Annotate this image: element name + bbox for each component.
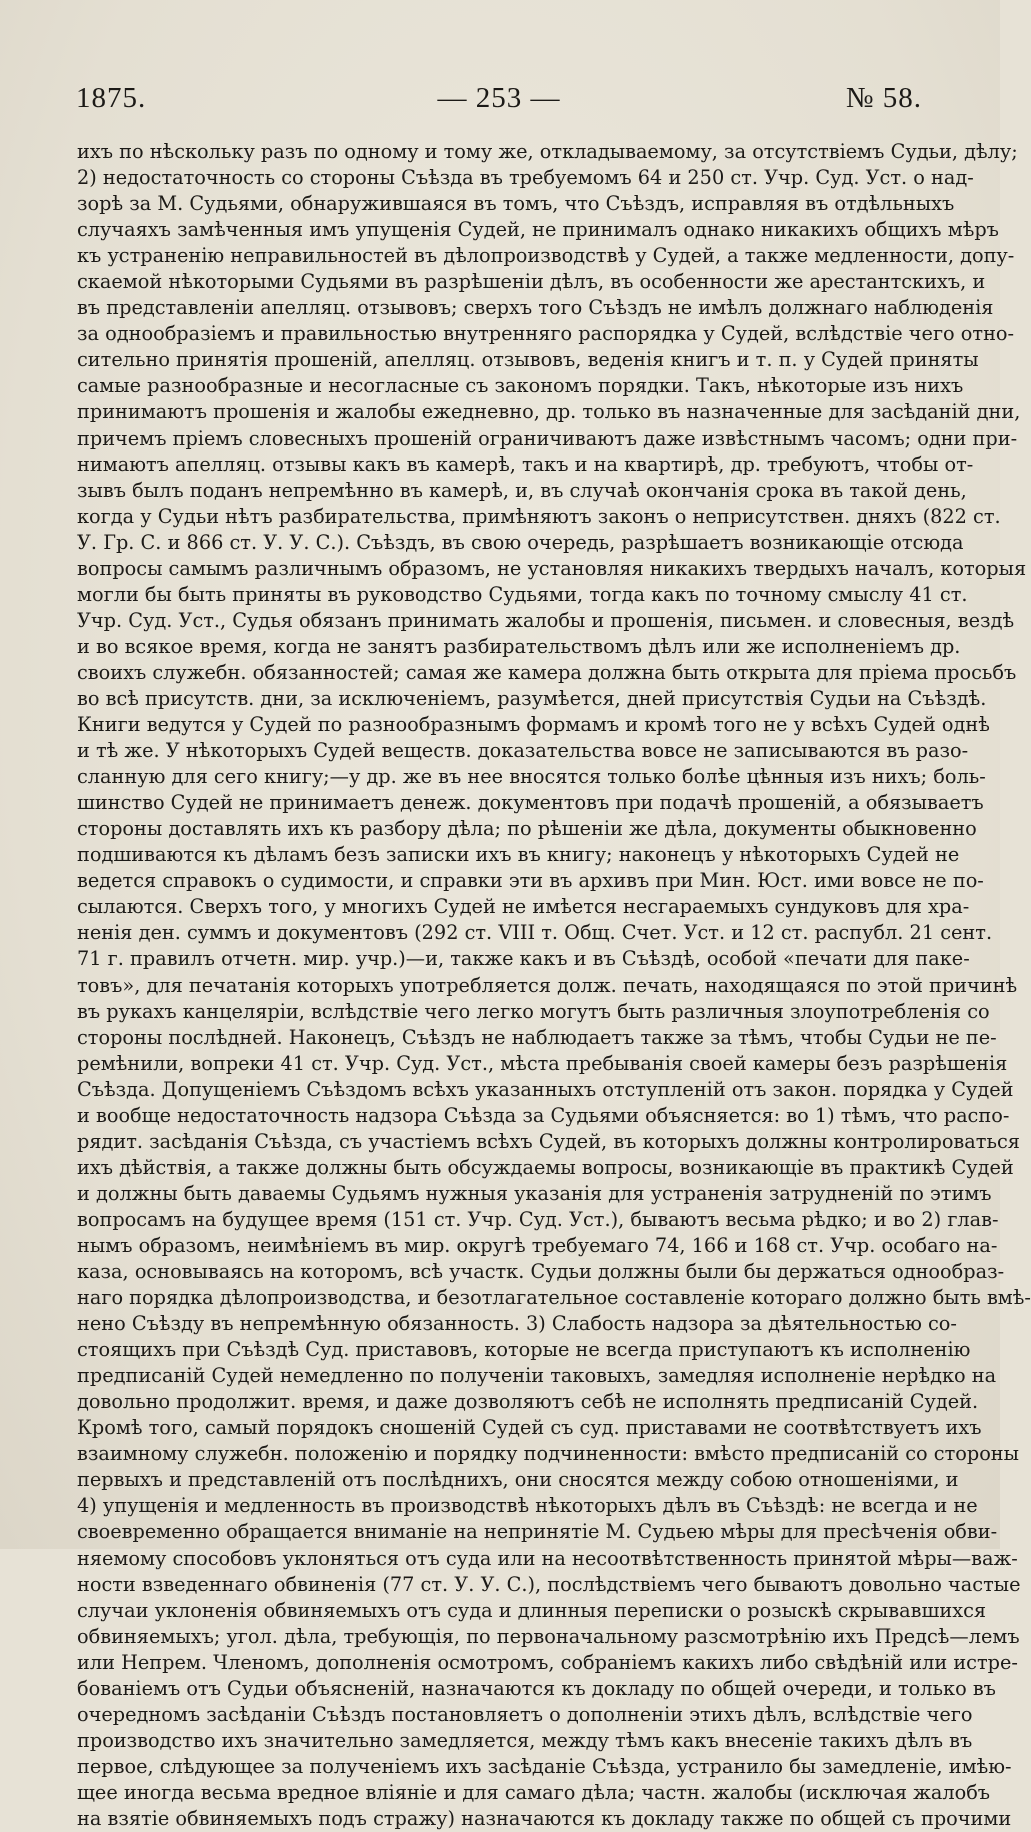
- text-line: зорѣ за М. Судьями, обнаружившаяся въ томъ, что Съѣздъ, исправляя въ отдѣльныхъ: [77, 192, 955, 216]
- text-line: и тѣ же. У нѣкоторыхъ Судей веществ. доказательства вовсе не записываются въ разо-: [77, 739, 969, 763]
- text-line: зывъ былъ поданъ непремѣнно въ камерѣ, и, въ случаѣ окончанія срока въ такой день,: [77, 478, 967, 502]
- text-line: и должны быть даваемы Судьямъ нужныя указанія для устраненія затрудненій по этимъ: [77, 1181, 992, 1205]
- text-line: принимаютъ прошенія и жалобы ежедневно, др. только въ назначенные для засѣданій дни,: [77, 400, 1021, 424]
- text-line: и во всякое время, когда не занятъ разбирательствомъ дѣлъ или же исполненіемъ др.: [77, 634, 961, 658]
- text-line: ихъ дѣйствія, а также должны быть обсуждаемы вопросы, возникающіе въ практикѣ Судей: [77, 1155, 1014, 1179]
- text-line: первое, слѣдующее за полученіемъ ихъ засѣданіе Съѣзда, устранило бы замедленіе, имѣю-: [77, 1754, 1012, 1778]
- text-line: ненія ден. суммъ и документовъ (292 ст. VIII т. Общ. Счет. Уст. и 12 ст. распубл. 21 сент.: [77, 921, 993, 945]
- page-header: [76, 82, 922, 122]
- text-line: предписаній Судей немедленно по полученіи таковыхъ, замедляя исполненіе нерѣдко на: [77, 1364, 997, 1388]
- text-line: товъ», для печатанія которыхъ употребляется долж. печать, находящаяся по этой причинѣ: [77, 973, 1018, 997]
- text-line: случаяхъ замѣченныя имъ упущенія Судей, не принималъ однако никакихъ общихъ мѣръ: [77, 218, 999, 242]
- text-line: нено Съѣзду въ непремѣнную обязанность. 3) Слабость надзора за дѣятельностью со-: [77, 1312, 957, 1336]
- text-line: стороны послѣдней. Наконецъ, Съѣздъ не наблюдаетъ также за тѣмъ, чтобы Судьи не пе-: [77, 1025, 997, 1049]
- text-line: самые разнообразные и несогласные съ закономъ порядки. Такъ, нѣкоторые изъ нихъ: [77, 374, 964, 398]
- text-line: въ рукахъ канцеляріи, вслѣдствіе чего легко могутъ быть различныя злоупотребленія со: [77, 999, 990, 1023]
- text-line: въ представленіи апелляц. отзывовъ; сверхъ того Съѣздъ не имѣлъ должнаго наблюденія: [77, 296, 994, 320]
- text-line: подшиваются къ дѣламъ безъ записки ихъ въ книгу; наконецъ у нѣкоторыхъ Судей не: [77, 843, 960, 867]
- text-line: ности взведеннаго обвиненія (77 ст. У. У. С.), послѣдствіемъ чего бываютъ довольно частые: [77, 1572, 1021, 1596]
- text-line: 71 г. правилъ отчетн. мир. учр.)—и, также какъ и въ Съѣздѣ, особой «печати для паке-: [77, 947, 970, 971]
- text-line: довольно продолжит. время, и даже дозволяютъ себѣ не исполнять предписаній Судей.: [77, 1390, 979, 1414]
- text-line: 2) недостаточность со стороны Съѣзда въ требуемомъ 64 и 250 ст. Учр. Суд. Уст. о над-: [77, 166, 974, 190]
- text-line: случаи уклоненія обвиняемыхъ отъ суда и длинныя переписки о розыскѣ скрывавшихся: [77, 1598, 987, 1622]
- text-line: стороны доставлять ихъ къ разбору дѣла; по рѣшеніи же дѣла, документы обыкновенно: [77, 817, 977, 841]
- text-line: Съѣзда. Допущеніемъ Съѣздомъ всѣхъ указанныхъ отступленій отъ закон. порядка у Судей: [77, 1077, 1014, 1101]
- text-line: нымъ образомъ, неимѣніемъ въ мир. округѣ требуемаго 74, 166 и 168 ст. Учр. особаго на-: [77, 1233, 998, 1257]
- text-line: сланную для сего книгу;—у др. же въ нее вносятся только болѣе цѣнныя изъ нихъ; боль-: [77, 765, 986, 789]
- page-number: — 253 —: [437, 82, 561, 114]
- text-line: взаимному служебн. положенію и порядку подчиненности: вмѣсто предписаній со стороны: [77, 1442, 1019, 1466]
- text-line: во всѣ присутств. дни, за исключеніемъ, разумѣется, дней присутствія Судьи на Съѣздѣ.: [77, 686, 987, 710]
- text-line: своихъ служебн. обязанностей; самая же камера должна быть открыта для пріема просьбъ: [77, 660, 1017, 684]
- text-line: наго порядка дѣлопроизводства, и безотлагательное составленіе котораго должно быть вмѣ-: [77, 1286, 1031, 1310]
- text-line: къ устраненію неправильностей въ дѣлопроизводствѣ у Судей, а также медленности, допу-: [77, 244, 1015, 268]
- text-line: няемому способовъ уклоняться отъ суда или на несоотвѣтственность принятой мѣры—важ-: [77, 1546, 1018, 1570]
- text-line: или Непрем. Членомъ, дополненія осмотромъ, собраніемъ какихъ либо свѣдѣній или истре-: [77, 1650, 1018, 1674]
- text-line: могли бы быть приняты въ руководство Судьями, тогда какъ по точному смыслу 41 ст.: [77, 582, 968, 606]
- text-line: Книги ведутся у Судей по разнообразнымъ формамъ и кромѣ того не у всѣхъ Судей однѣ: [77, 713, 990, 737]
- text-line: вопросы самымъ различнымъ образомъ, не установляя никакихъ твердыхъ началъ, которыя: [77, 556, 1027, 580]
- text-line: ведется справокъ о судимости, и справки эти въ архивъ при Мин. Юст. ими вовсе не по-: [77, 869, 984, 893]
- text-line: причемъ пріемъ словесныхъ прошеній ограничиваютъ даже извѣстнымъ часомъ; одни при-: [77, 426, 1018, 450]
- text-line: сылаются. Сверхъ того, у многихъ Судей не имѣется несгараемыхъ сундуковъ для хра-: [77, 895, 970, 919]
- text-line: бованіемъ отъ Судьи объясненій, назначаются къ докладу по общей очереди, и только въ: [77, 1676, 996, 1700]
- text-line: шинство Судей не принимаетъ денеж. документовъ при подачѣ прошеній, а обязываетъ: [77, 791, 984, 815]
- text-line: стоящихъ при Съѣздѣ Суд. приставовъ, которые не всегда приступаютъ къ исполненію: [77, 1338, 971, 1362]
- text-line: очередномъ засѣданіи Съѣздъ постановляетъ о дополненіи этихъ дѣлъ, вслѣдствіе чего: [77, 1702, 973, 1726]
- text-line: обвиняемыхъ; угол. дѣла, требующія, по первоначальному разсмотрѣнію ихъ Предсѣ—лемъ: [77, 1624, 1020, 1648]
- text-line: Учр. Суд. Уст., Судья обязанъ принимать жалобы и прошенія, письмен. и словесныя, вездѣ: [77, 608, 1015, 632]
- text-line: когда у Судьи нѣтъ разбирательства, примѣняютъ законъ о неприсутствен. дняхъ (822 ст.: [77, 504, 1001, 528]
- text-line: 4) упущенія и медленность въ производствѣ нѣкоторыхъ дѣлъ въ Съѣздѣ: не всегда и не: [77, 1494, 978, 1518]
- text-line: У. Гр. С. и 866 ст. У. У. С.). Съѣздъ, въ свою очередь, разрѣшаетъ возникающіе отсюда: [77, 530, 964, 554]
- text-line: ремѣнили, вопреки 41 ст. Учр. Суд. Уст., мѣста пребыванія своей камеры безъ разрѣшенія: [77, 1051, 1008, 1075]
- text-line: за однообразіемъ и правильностью внутренняго распорядка у Судей, вслѣдствіе чего отно-: [77, 322, 1015, 346]
- body-text: [77, 139, 1031, 1832]
- text-line: щее иногда весьма вредное вліяніе и для самаго дѣла; частн. жалобы (исключая жалобъ: [77, 1780, 991, 1804]
- year-label: 1875.: [76, 82, 147, 114]
- text-line: вопросамъ на будущее время (151 ст. Учр. Суд. Уст.), бываютъ весьма рѣдко; и во 2) глав-: [77, 1207, 999, 1231]
- text-line: на взятіе обвиняемыхъ подъ стражу) назначаются къ докладу также по общей съ прочими: [77, 1807, 1012, 1830]
- text-line: сительно принятія прошеній, апелляц. отзывовъ, веденія книгъ и т. п. у Судей приняты: [77, 348, 979, 372]
- text-line: первыхъ и представленій отъ послѣднихъ, они сносятся между собою отношеніями, и: [77, 1468, 959, 1492]
- text-line: нимаютъ апелляц. отзывы какъ въ камерѣ, такъ и на квартирѣ, др. требуютъ, чтобы от-: [77, 452, 974, 476]
- text-line: рядит. засѣданія Съѣзда, съ участіемъ всѣхъ Судей, въ которыхъ должны контролироваться: [77, 1129, 1020, 1153]
- text-line: Кромѣ того, самый порядокъ сношеній Судей съ суд. приставами не соотвѣтствуетъ ихъ: [77, 1416, 982, 1440]
- text-line: и вообще недостаточность надзора Съѣзда за Судьями объясняется: во 1) тѣмъ, что распо-: [77, 1103, 1010, 1127]
- issue-number: № 58.: [845, 82, 922, 114]
- text-line: своевременно обращается вниманіе на непринятіе М. Судьею мѣры для пресѣченія обви-: [77, 1520, 998, 1544]
- text-line: скаемой нѣкоторыми Судьями въ разрѣшеніи дѣлъ, въ особенности же арестантскихъ, и: [77, 270, 986, 294]
- text-line: производство ихъ значительно замедляется, между тѣмъ какъ внесеніе такихъ дѣлъ въ: [77, 1728, 973, 1752]
- text-line: ихъ по нѣскольку разъ по одному и тому же, откладываемому, за отсутствіемъ Судьи, дѣлу;: [77, 140, 1018, 163]
- text-line: каза, основываясь на которомъ, всѣ участк. Судьи должны были бы держаться однообраз-: [77, 1260, 1005, 1284]
